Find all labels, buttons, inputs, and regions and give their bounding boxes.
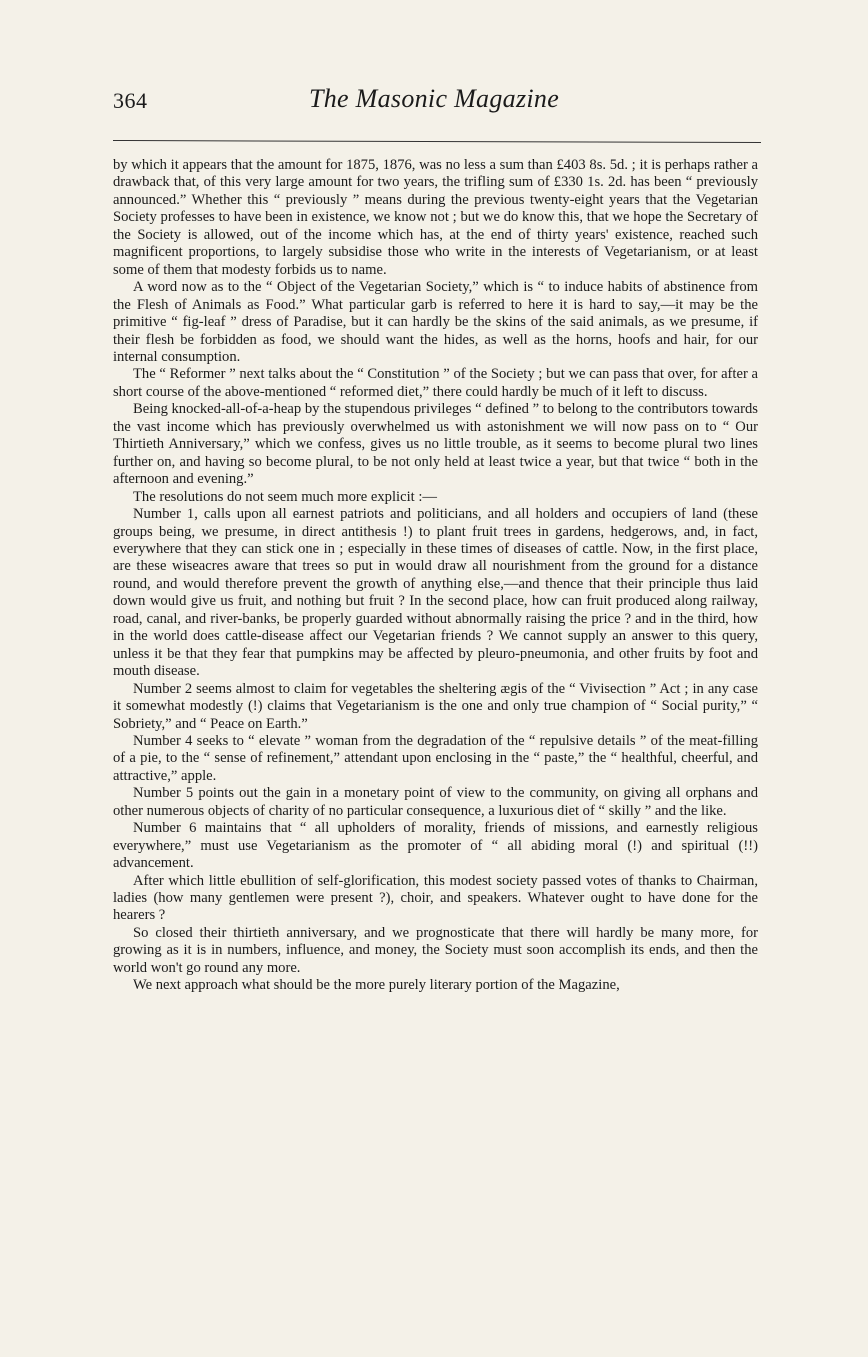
paragraph: We next approach what should be the more purely literary portion of the Magazine, [133,977,620,994]
paragraph: So closed their thirtieth anniversary, and we prognosticate that there will hardly be many more, for growing as it is in numbers, influence, and money, the Society must soon accomplish its ends, and then the world won't go round any more. [113,924,758,976]
paragraph: Number 6 maintains that “ all upholders of morality, friends of missions, and earnestly religious everywhere,” must use Vegetarianism as the promoter of “ all abiding moral (!) and spiritual (!!) advancement. [113,820,758,872]
running-title: The Masonic Magazine [308,84,560,113]
paragraph: A word now as to the “ Object of the Vegetarian Society,” which is “ to induce habits of abstinence from the Flesh of Animals as Food.” What particular garb is referred to here it is hard to say,—it may be the primitive “ fig-leaf ” dress of Paradise, but it can hardly be the skins of the said animals, as we presume, if their flesh be forbidden as food, we should want the hides, as well as the horns, hoofs and hair, for our internal consumption. [113,279,758,365]
header-rule [113,140,761,143]
page-number: 364 [113,88,148,113]
paragraph: Number 4 seeks to “ elevate ” woman from the degradation of the “ repulsive details ” of the meat-filling of a pie, to the “ sense of refinement,” attendant upon enclosing in the “ paste,” the “ healthful, cheerful, and attractive,” apple. [113,732,758,784]
paragraph: Being knocked-all-of-a-heap by the stupendous privileges “ defined ” to belong to the contributors towards the vast income which has previously overwhelmed us with astonishment we will now pass on to “ Our Thirtieth Anniversary,” which we confess, gives us no little trouble, as it seems to become plural two lines further on, and having so become plural, to be not only held at least twice a year, but that twice “ both in the afternoon and evening.” [113,401,758,488]
paragraph: The “ Reformer ” next talks about the “ Constitution ” of the Society ; but we can pass that over, for after a short course of the above-mentioned “ reformed diet,” there could hardly be much of it left to discuss. [113,366,758,400]
paragraph: The resolutions do not seem much more explicit :— [133,488,437,505]
paragraph: Number 2 seems almost to claim for vegetables the sheltering ægis of the “ Vivisection ” Act ; in any case it somewhat modestly (!) claims that Vegetarianism is the one and only true champion of “ Social purity,” “ Sobriety,” and “ Peace on Earth.” [113,680,758,732]
paragraph: Number 1, calls upon all earnest patriots and politicians, and all holders and occupiers of land (these groups being, we presume, in direct antithesis !) to plant fruit trees in gardens, hedgerows, and, in fact, everywhere that they can stick one in ; especially in these times of diseases of cattle. Now, in the first place, are these wiseacres aware that trees so put in would draw all nourishment from the ground for a distance round, and would therefore prevent the growth of anything else,—and thence that their principle thus laid down would give us fruit, and nothing but fruit ? In the second place, how can fruit produced along railway, road, canal, and river-banks, be properly guarded without abnormally raising the price ? and in the third, how in the world does cattle-disease affect our Vegetarian friends ? We cannot supply an answer to this query, unless it be that they fear that pumpkins may be affected by pleuro-pneumonia, and other fruits by foot and mouth disease. [113,506,758,680]
paragraph: Number 5 points out the gain in a monetary point of view to the community, on giving all orphans and other numerous objects of charity of no particular consequence, a luxurious diet of “ skilly ” and the like. [113,785,758,819]
paragraph: by which it appears that the amount for 1875, 1876, was no less a sum than £403 8s. 5d. ; it is perhaps rather a drawback that, of this very large amount for two years, the trifling sum of £330 1s. 2d. has been “ previously announced.” Whether this “ previously ” means during the previous twenty-eight years that the Vegetarian Society professes to have been in existence, we know not ; but we do know this, that we hope the Secretary of the Society is allowed, out of the income which has, at the end of thirty years' existence, reached such magnificent proportions, to largely subsidise those who write in the interests of Vegetarianism, or at least some of them that modesty forbids us to name. [113,157,758,278]
paragraph: After which little ebullition of self-glorification, this modest society passed votes of thanks to Chairman, ladies (how many gentlemen were present ?), choir, and speakers. Whatever ought to have done for the hearers ? [113,872,758,924]
page-header [0,84,868,128]
article-body [113,157,758,995]
